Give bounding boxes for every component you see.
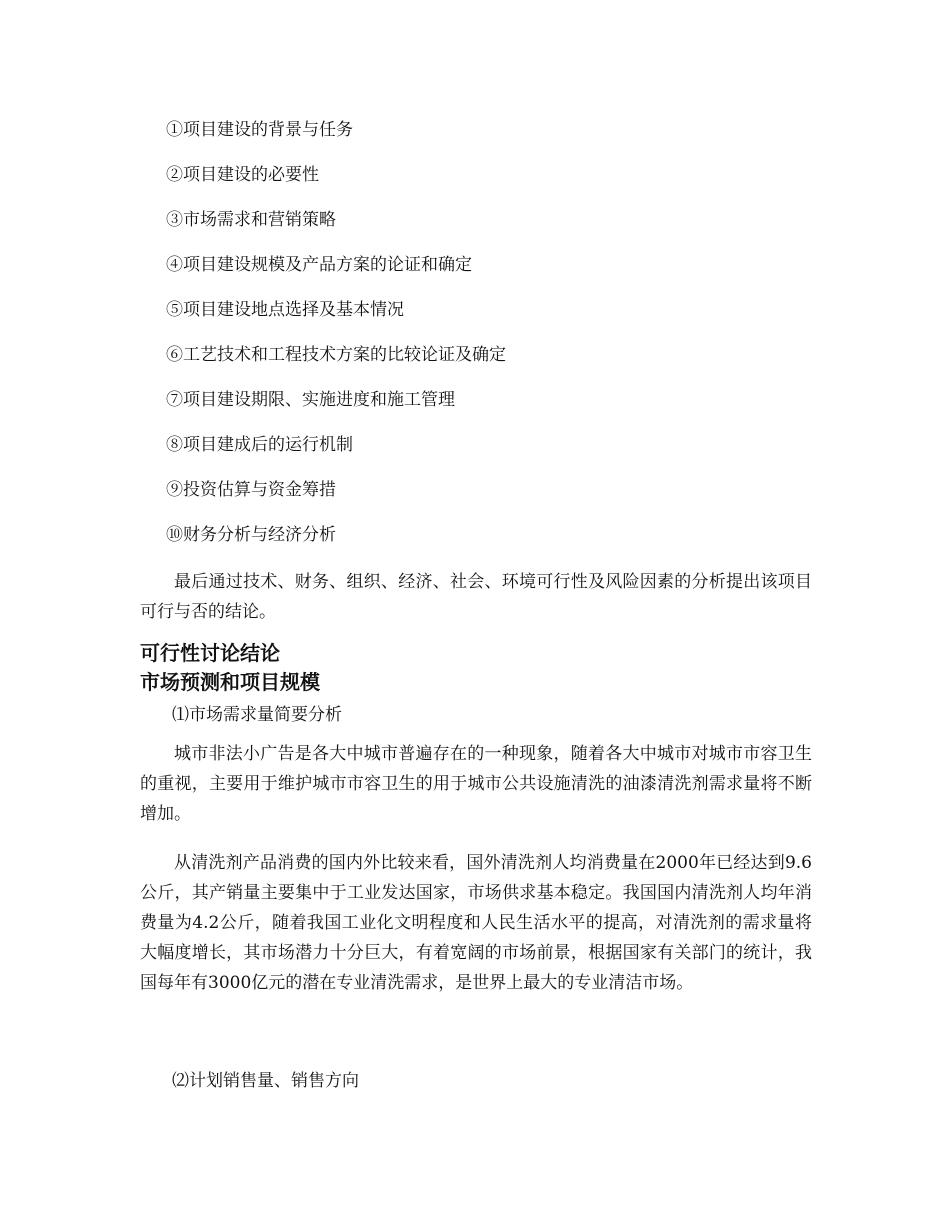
conclusion-paragraph: 最后通过技术、财务、组织、经济、社会、环境可行性及风险因素的分析提出该项目可行与否的结论。 (140, 572, 812, 622)
list-item-4: ④项目建设规模及产品方案的论证和确定 (166, 255, 472, 275)
list-item-3: ③市场需求和营销策略 (166, 210, 336, 230)
list-item-5: ⑤项目建设地点选择及基本情况 (166, 300, 404, 320)
list-item-1: ①项目建设的背景与任务 (166, 120, 353, 140)
list-item-8: ⑧项目建成后的运行机制 (166, 435, 353, 455)
list-item-10: ⑩财务分析与经济分析 (166, 525, 336, 545)
paragraph-market-comparison: 从清洗剂产品消费的国内外比较来看，国外清洗剂人均消费量在2000年已经达到9.6公斤，其产销量主要集中于工业发达国家，市场供求基本稳定。我国国内清洗剂人均年消费量为4.2公斤，随着我国工业化文明程度和人民生活水平的提高，对清洗剂的需求量将大幅度增长，其市场潜力十分巨大，有着宽阔的市场前景，根据国家有关部门的统计，我国每年有3000亿元的潜在专业清洗需求，是世界上最大的专业清洁市场。 (140, 853, 812, 993)
subheading-sales-plan: ⑵计划销售量、销售方向 (172, 1071, 359, 1091)
list-item-7: ⑦项目建设期限、实施进度和施工管理 (166, 390, 455, 410)
list-item-2: ②项目建设的必要性 (166, 165, 319, 185)
subheading-demand-analysis: ⑴市场需求量简要分析 (172, 705, 342, 725)
list-item-9: ⑨投资估算与资金筹措 (166, 480, 336, 500)
paragraph-urban-ads: 城市非法小广告是各大中城市普遍存在的一种现象，随着各大中城市对城市市容卫生的重视，主要用于维护城市市容卫生的用于城市公共设施清洗的油漆清洗剂需求量将不断增加。 (140, 744, 812, 824)
heading-feasibility-conclusion: 可行性讨论结论 (140, 641, 280, 665)
list-item-6: ⑥工艺技术和工程技术方案的比较论证及确定 (166, 345, 506, 365)
heading-market-forecast: 市场预测和项目规模 (140, 670, 320, 694)
